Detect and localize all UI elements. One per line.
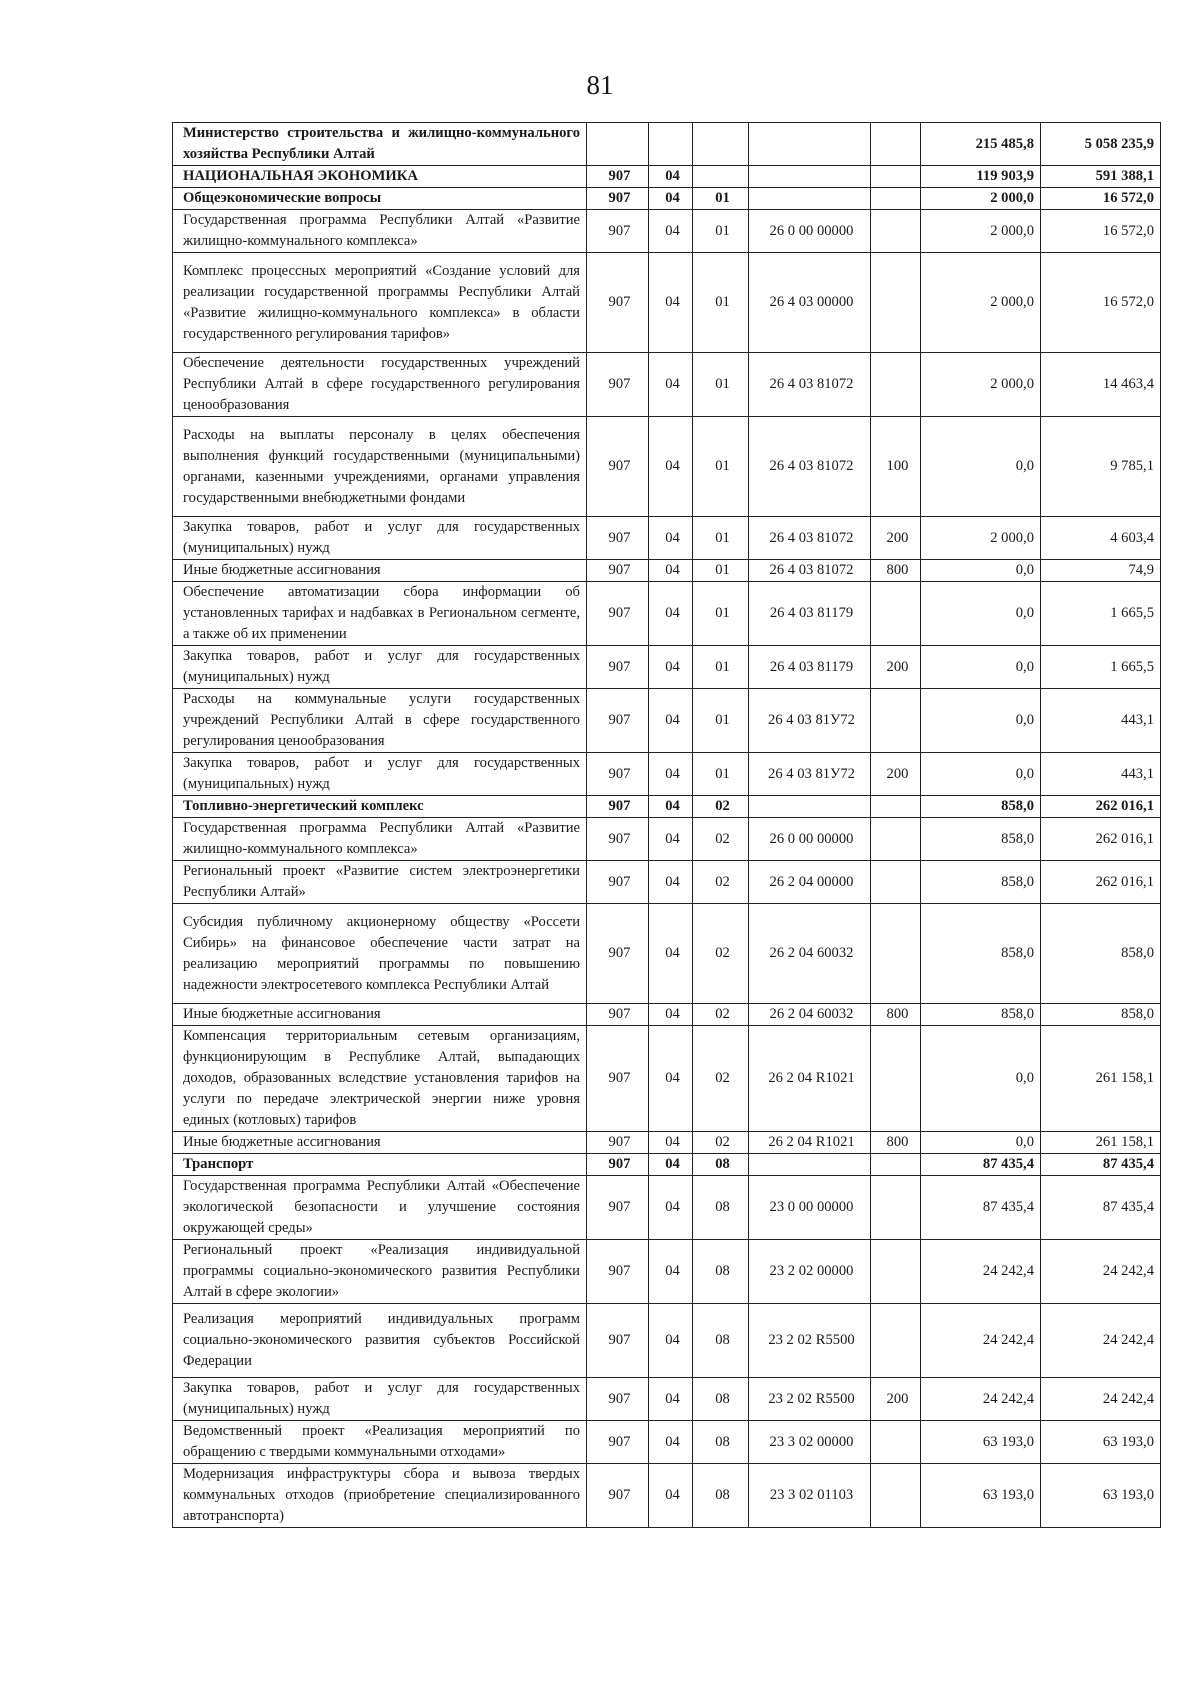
ministry-code-cell: 907 [587, 210, 649, 253]
ministry-code-cell: 907 [587, 753, 649, 796]
ministry-code-cell: 907 [587, 1026, 649, 1132]
table-row [173, 1304, 1161, 1378]
amount-second-cell: 1 665,5 [1041, 646, 1161, 689]
expense-name-cell: Расходы на выплаты персоналу в целях обеспечения выполнения функций государственными (муниципальными) органами, казенными учреждениями, органами управления государственными внебюджетными фондами [173, 417, 587, 517]
amount-second-cell: 5 058 235,9 [1041, 123, 1161, 166]
amount-first-cell: 2 000,0 [921, 188, 1041, 210]
expense-type-cell [871, 582, 921, 646]
target-article-cell [749, 1154, 871, 1176]
amount-second-cell: 87 435,4 [1041, 1154, 1161, 1176]
table-row [173, 353, 1161, 417]
table-row [173, 210, 1161, 253]
budget-table [172, 122, 1161, 1528]
amount-second-cell: 262 016,1 [1041, 818, 1161, 861]
subsection-code-cell: 01 [693, 560, 749, 582]
amount-second-cell: 24 242,4 [1041, 1304, 1161, 1378]
subsection-code-cell: 01 [693, 646, 749, 689]
ministry-code-cell: 907 [587, 1304, 649, 1378]
subsection-code-cell: 01 [693, 582, 749, 646]
expense-name-cell: Комплекс процессных мероприятий «Создание условий для реализации государственной программы Республики Алтай «Развитие жилищно-коммунального комплекса» в области государственного регулирования тарифов» [173, 253, 587, 353]
expense-name-cell: Министерство строительства и жилищно-коммунального хозяйства Республики Алтай [173, 123, 587, 166]
target-article-cell: 26 2 04 R1021 [749, 1132, 871, 1154]
section-code-cell: 04 [649, 417, 693, 517]
amount-first-cell: 858,0 [921, 796, 1041, 818]
expense-type-cell: 800 [871, 560, 921, 582]
ministry-code-cell: 907 [587, 818, 649, 861]
table-row [173, 417, 1161, 517]
subsection-code-cell: 08 [693, 1154, 749, 1176]
ministry-code-cell: 907 [587, 646, 649, 689]
amount-first-cell: 858,0 [921, 904, 1041, 1004]
table-row [173, 689, 1161, 753]
amount-second-cell: 16 572,0 [1041, 188, 1161, 210]
amount-first-cell: 858,0 [921, 861, 1041, 904]
section-code-cell: 04 [649, 646, 693, 689]
subsection-code-cell: 01 [693, 417, 749, 517]
ministry-code-cell: 907 [587, 1004, 649, 1026]
section-code-cell: 04 [649, 1304, 693, 1378]
ministry-code-cell: 907 [587, 796, 649, 818]
target-article-cell: 26 4 03 81072 [749, 353, 871, 417]
section-code-cell: 04 [649, 796, 693, 818]
subsection-code-cell: 08 [693, 1240, 749, 1304]
amount-second-cell: 858,0 [1041, 904, 1161, 1004]
amount-first-cell: 119 903,9 [921, 166, 1041, 188]
expense-name-cell: Закупка товаров, работ и услуг для государственных (муниципальных) нужд [173, 1378, 587, 1421]
amount-second-cell: 63 193,0 [1041, 1421, 1161, 1464]
section-code-cell: 04 [649, 753, 693, 796]
table-row [173, 253, 1161, 353]
target-article-cell: 26 2 04 60032 [749, 1004, 871, 1026]
section-code-cell: 04 [649, 1004, 693, 1026]
target-article-cell: 26 0 00 00000 [749, 210, 871, 253]
table-row [173, 1421, 1161, 1464]
amount-first-cell: 87 435,4 [921, 1176, 1041, 1240]
table-row [173, 861, 1161, 904]
expense-name-cell: Обеспечение автоматизации сбора информации об установленных тарифах и надбавках в Региональном сегменте, а также об их применении [173, 582, 587, 646]
expense-type-cell [871, 123, 921, 166]
ministry-code-cell: 907 [587, 904, 649, 1004]
expense-type-cell [871, 166, 921, 188]
section-code-cell [649, 123, 693, 166]
table-row [173, 1240, 1161, 1304]
expense-name-cell: Иные бюджетные ассигнования [173, 1132, 587, 1154]
expense-type-cell: 200 [871, 753, 921, 796]
expense-name-cell: Реализация мероприятий индивидуальных программ социально-экономического развития субъектов Российской Федерации [173, 1304, 587, 1378]
target-article-cell: 26 4 03 81072 [749, 417, 871, 517]
amount-second-cell: 858,0 [1041, 1004, 1161, 1026]
amount-second-cell: 87 435,4 [1041, 1176, 1161, 1240]
table-row [173, 517, 1161, 560]
expense-name-cell: Иные бюджетные ассигнования [173, 560, 587, 582]
expense-type-cell [871, 689, 921, 753]
amount-second-cell: 9 785,1 [1041, 417, 1161, 517]
section-code-cell: 04 [649, 904, 693, 1004]
section-code-cell: 04 [649, 1154, 693, 1176]
expense-type-cell: 800 [871, 1132, 921, 1154]
amount-second-cell: 262 016,1 [1041, 861, 1161, 904]
subsection-code-cell: 08 [693, 1176, 749, 1240]
section-code-cell: 04 [649, 353, 693, 417]
expense-name-cell: Субсидия публичному акционерному обществу «Россети Сибирь» на финансовое обеспечение части затрат на реализацию мероприятий программы по повышению надежности электросетевого комплекса Республики Алтай [173, 904, 587, 1004]
amount-first-cell: 24 242,4 [921, 1240, 1041, 1304]
target-article-cell: 26 4 03 81179 [749, 646, 871, 689]
expense-type-cell [871, 796, 921, 818]
ministry-code-cell: 907 [587, 353, 649, 417]
ministry-code-cell: 907 [587, 560, 649, 582]
subsection-code-cell: 08 [693, 1378, 749, 1421]
expense-name-cell: Транспорт [173, 1154, 587, 1176]
table-row [173, 123, 1161, 166]
subsection-code-cell: 02 [693, 818, 749, 861]
target-article-cell: 26 4 03 81У72 [749, 753, 871, 796]
ministry-code-cell: 907 [587, 1176, 649, 1240]
subsection-code-cell [693, 123, 749, 166]
table-row [173, 1154, 1161, 1176]
target-article-cell: 23 2 02 R5500 [749, 1378, 871, 1421]
subsection-code-cell: 02 [693, 1026, 749, 1132]
subsection-code-cell: 02 [693, 904, 749, 1004]
target-article-cell: 23 2 02 R5500 [749, 1304, 871, 1378]
target-article-cell [749, 796, 871, 818]
amount-first-cell: 87 435,4 [921, 1154, 1041, 1176]
amount-first-cell: 215 485,8 [921, 123, 1041, 166]
amount-second-cell: 16 572,0 [1041, 253, 1161, 353]
expense-type-cell: 200 [871, 1378, 921, 1421]
target-article-cell: 23 3 02 01103 [749, 1464, 871, 1528]
amount-first-cell: 858,0 [921, 818, 1041, 861]
amount-second-cell: 24 242,4 [1041, 1240, 1161, 1304]
section-code-cell: 04 [649, 582, 693, 646]
target-article-cell: 26 4 03 81072 [749, 560, 871, 582]
amount-second-cell: 261 158,1 [1041, 1026, 1161, 1132]
amount-first-cell: 63 193,0 [921, 1421, 1041, 1464]
amount-second-cell: 74,9 [1041, 560, 1161, 582]
subsection-code-cell: 01 [693, 517, 749, 560]
section-code-cell: 04 [649, 689, 693, 753]
amount-first-cell: 0,0 [921, 646, 1041, 689]
expense-name-cell: Государственная программа Республики Алтай «Развитие жилищно-коммунального комплекса» [173, 210, 587, 253]
expense-type-cell: 800 [871, 1004, 921, 1026]
section-code-cell: 04 [649, 560, 693, 582]
subsection-code-cell: 01 [693, 689, 749, 753]
expense-name-cell: Закупка товаров, работ и услуг для государственных (муниципальных) нужд [173, 753, 587, 796]
table-row [173, 1378, 1161, 1421]
target-article-cell: 26 0 00 00000 [749, 818, 871, 861]
table-row [173, 904, 1161, 1004]
page-number: 81 [586, 70, 614, 100]
amount-first-cell: 858,0 [921, 1004, 1041, 1026]
table-row [173, 188, 1161, 210]
subsection-code-cell: 01 [693, 753, 749, 796]
expense-type-cell [871, 1154, 921, 1176]
table-row [173, 582, 1161, 646]
subsection-code-cell: 01 [693, 188, 749, 210]
expense-name-cell: Региональный проект «Развитие систем электроэнергетики Республики Алтай» [173, 861, 587, 904]
expense-type-cell [871, 1421, 921, 1464]
section-code-cell: 04 [649, 1132, 693, 1154]
section-code-cell: 04 [649, 1176, 693, 1240]
ministry-code-cell: 907 [587, 1378, 649, 1421]
ministry-code-cell: 907 [587, 1132, 649, 1154]
target-article-cell: 23 0 00 00000 [749, 1176, 871, 1240]
expense-type-cell [871, 1026, 921, 1132]
amount-second-cell: 591 388,1 [1041, 166, 1161, 188]
ministry-code-cell [587, 123, 649, 166]
expense-type-cell [871, 210, 921, 253]
target-article-cell: 26 2 04 60032 [749, 904, 871, 1004]
section-code-cell: 04 [649, 253, 693, 353]
expense-type-cell [871, 1240, 921, 1304]
amount-first-cell: 0,0 [921, 753, 1041, 796]
ministry-code-cell: 907 [587, 166, 649, 188]
expense-name-cell: НАЦИОНАЛЬНАЯ ЭКОНОМИКА [173, 166, 587, 188]
section-code-cell: 04 [649, 1026, 693, 1132]
expense-type-cell [871, 1464, 921, 1528]
table-row [173, 1004, 1161, 1026]
amount-first-cell: 0,0 [921, 689, 1041, 753]
expense-type-cell: 200 [871, 646, 921, 689]
expense-name-cell: Закупка товаров, работ и услуг для государственных (муниципальных) нужд [173, 517, 587, 560]
amount-first-cell: 2 000,0 [921, 353, 1041, 417]
target-article-cell: 26 2 04 00000 [749, 861, 871, 904]
section-code-cell: 04 [649, 861, 693, 904]
section-code-cell: 04 [649, 1240, 693, 1304]
amount-second-cell: 16 572,0 [1041, 210, 1161, 253]
amount-first-cell: 0,0 [921, 1132, 1041, 1154]
section-code-cell: 04 [649, 517, 693, 560]
amount-first-cell: 2 000,0 [921, 517, 1041, 560]
subsection-code-cell: 01 [693, 210, 749, 253]
amount-second-cell: 262 016,1 [1041, 796, 1161, 818]
expense-name-cell: Расходы на коммунальные услуги государственных учреждений Республики Алтай в сфере государственного регулирования ценообразования [173, 689, 587, 753]
amount-first-cell: 2 000,0 [921, 210, 1041, 253]
ministry-code-cell: 907 [587, 582, 649, 646]
target-article-cell [749, 188, 871, 210]
expense-type-cell [871, 1176, 921, 1240]
subsection-code-cell: 08 [693, 1464, 749, 1528]
table-row [173, 1176, 1161, 1240]
table-row [173, 646, 1161, 689]
expense-type-cell: 200 [871, 517, 921, 560]
subsection-code-cell: 01 [693, 353, 749, 417]
amount-first-cell: 24 242,4 [921, 1304, 1041, 1378]
amount-second-cell: 443,1 [1041, 689, 1161, 753]
expense-type-cell [871, 904, 921, 1004]
section-code-cell: 04 [649, 818, 693, 861]
expense-type-cell [871, 253, 921, 353]
target-article-cell: 26 2 04 R1021 [749, 1026, 871, 1132]
target-article-cell: 26 4 03 81072 [749, 517, 871, 560]
expense-type-cell: 100 [871, 417, 921, 517]
ministry-code-cell: 907 [587, 517, 649, 560]
amount-second-cell: 63 193,0 [1041, 1464, 1161, 1528]
ministry-code-cell: 907 [587, 1240, 649, 1304]
table-row [173, 1132, 1161, 1154]
ministry-code-cell: 907 [587, 689, 649, 753]
table-row [173, 166, 1161, 188]
ministry-code-cell: 907 [587, 1154, 649, 1176]
amount-first-cell: 0,0 [921, 560, 1041, 582]
expense-type-cell [871, 353, 921, 417]
amount-second-cell: 14 463,4 [1041, 353, 1161, 417]
table-row [173, 753, 1161, 796]
expense-name-cell: Обеспечение деятельности государственных учреждений Республики Алтай в сфере государственного регулирования ценообразования [173, 353, 587, 417]
amount-second-cell: 261 158,1 [1041, 1132, 1161, 1154]
amount-first-cell: 0,0 [921, 1026, 1041, 1132]
amount-second-cell: 24 242,4 [1041, 1378, 1161, 1421]
section-code-cell: 04 [649, 166, 693, 188]
ministry-code-cell: 907 [587, 417, 649, 517]
expense-name-cell: Региональный проект «Реализация индивидуальной программы социально-экономического развития Республики Алтай в сфере экологии» [173, 1240, 587, 1304]
ministry-code-cell: 907 [587, 1464, 649, 1528]
amount-second-cell: 443,1 [1041, 753, 1161, 796]
expense-name-cell: Топливно-энергетический комплекс [173, 796, 587, 818]
expense-type-cell [871, 861, 921, 904]
subsection-code-cell: 02 [693, 1004, 749, 1026]
table-row [173, 818, 1161, 861]
expense-type-cell [871, 188, 921, 210]
table-row [173, 796, 1161, 818]
target-article-cell: 26 4 03 81179 [749, 582, 871, 646]
amount-first-cell: 0,0 [921, 417, 1041, 517]
expense-name-cell: Модернизация инфраструктуры сбора и вывоза твердых коммунальных отходов (приобретение специализированного автотранспорта) [173, 1464, 587, 1528]
amount-second-cell: 1 665,5 [1041, 582, 1161, 646]
ministry-code-cell: 907 [587, 188, 649, 210]
ministry-code-cell: 907 [587, 253, 649, 353]
subsection-code-cell: 08 [693, 1421, 749, 1464]
expense-name-cell: Ведомственный проект «Реализация мероприятий по обращению с твердыми коммунальными отходами» [173, 1421, 587, 1464]
expense-type-cell [871, 818, 921, 861]
amount-first-cell: 0,0 [921, 582, 1041, 646]
expense-name-cell: Компенсация территориальным сетевым организациям, функционирующим в Республике Алтай, выпадающих доходов, образованных вследствие установления тарифов на услуги по передаче электрической энергии ниже уровня единых (котловых) тарифов [173, 1026, 587, 1132]
subsection-code-cell: 02 [693, 796, 749, 818]
amount-first-cell: 24 242,4 [921, 1378, 1041, 1421]
target-article-cell: 26 4 03 81У72 [749, 689, 871, 753]
expense-type-cell [871, 1304, 921, 1378]
subsection-code-cell: 01 [693, 253, 749, 353]
subsection-code-cell: 02 [693, 1132, 749, 1154]
expense-name-cell: Общеэкономические вопросы [173, 188, 587, 210]
subsection-code-cell: 08 [693, 1304, 749, 1378]
ministry-code-cell: 907 [587, 861, 649, 904]
section-code-cell: 04 [649, 1378, 693, 1421]
amount-second-cell: 4 603,4 [1041, 517, 1161, 560]
target-article-cell [749, 166, 871, 188]
target-article-cell: 26 4 03 00000 [749, 253, 871, 353]
target-article-cell: 23 3 02 00000 [749, 1421, 871, 1464]
table-row [173, 560, 1161, 582]
subsection-code-cell [693, 166, 749, 188]
section-code-cell: 04 [649, 1421, 693, 1464]
target-article-cell: 23 2 02 00000 [749, 1240, 871, 1304]
subsection-code-cell: 02 [693, 861, 749, 904]
table-row [173, 1026, 1161, 1132]
target-article-cell [749, 123, 871, 166]
table-row [173, 1464, 1161, 1528]
amount-first-cell: 63 193,0 [921, 1464, 1041, 1528]
ministry-code-cell: 907 [587, 1421, 649, 1464]
section-code-cell: 04 [649, 210, 693, 253]
amount-first-cell: 2 000,0 [921, 253, 1041, 353]
section-code-cell: 04 [649, 188, 693, 210]
expense-name-cell: Государственная программа Республики Алтай «Обеспечение экологической безопасности и улучшение состояния окружающей среды» [173, 1176, 587, 1240]
expense-name-cell: Государственная программа Республики Алтай «Развитие жилищно-коммунального комплекса» [173, 818, 587, 861]
section-code-cell: 04 [649, 1464, 693, 1528]
expense-name-cell: Иные бюджетные ассигнования [173, 1004, 587, 1026]
expense-name-cell: Закупка товаров, работ и услуг для государственных (муниципальных) нужд [173, 646, 587, 689]
